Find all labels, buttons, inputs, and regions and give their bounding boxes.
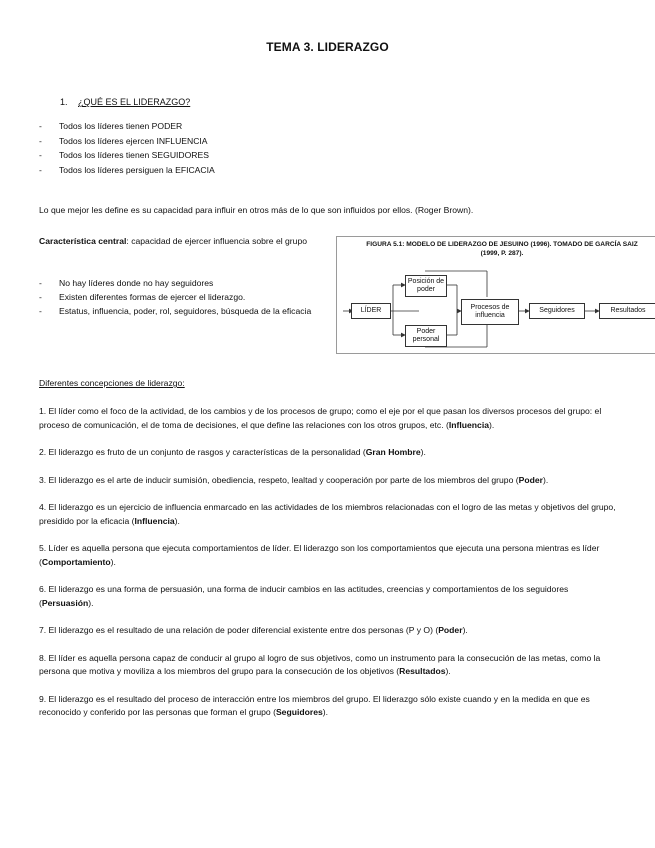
central-points-list [39,276,329,318]
box-lider: LÍDER [351,303,391,319]
box-resultados: Resultados [599,303,655,319]
section-title: ¿QUÉ ES EL LIDERAZGO? [78,97,191,107]
concept-item: 4. El liderazgo es un ejercicio de influencia enmarcado en las actividades de los miembros relacionadas con el logro de las metas y objetivos del grupo, presidido por la eficacia (Influencia). [39,502,616,526]
central-characteristic [39,234,309,248]
leadership-model-figure [336,236,655,354]
central-label: Característica central [39,236,127,246]
central-text: : capacidad de ejercer influencia sobre el grupo [126,236,308,246]
concepts-list [39,405,624,720]
concept-item: 2. El liderazgo es fruto de un conjunto de rasgos y características de la personalidad (Gran Hombre). [39,447,426,457]
list-item: - Todos los líderes tienen SEGUIDORES [39,148,215,163]
figure-connectors [337,237,655,353]
box-poder-personal: Poder personal [405,325,447,347]
box-seguidores: Seguidores [529,303,585,319]
list-item: - Todos los líderes persiguen la EFICACIA [39,163,215,178]
list-item: - Existen diferentes formas de ejercer el liderazgo. [39,290,329,304]
concept-item: 9. El liderazgo es el resultado del proceso de interacción entre los miembros del grupo. El liderazgo sólo existe cuando y en la medida en que es reconocido y conferido por las personas que forman el grupo (Seguidores). [39,693,590,717]
box-procesos-influencia: Procesos de influencia [461,299,519,325]
list-item: - No hay líderes donde no hay seguidores [39,276,329,290]
concept-item: 8. El líder es aquella persona capaz de conducir al grupo al logro de sus objetivos, como un instrumento para la consecución de las metas, como la persona que motiva y moviliza a los miembros del grupo para la consecución de los objetivos (Resultados). [39,652,601,676]
section-number: 1. [60,97,68,107]
concepts-heading: Diferentes concepciones de liderazgo: [39,378,185,388]
figure-caption-line2: (1999, P. 287). [480,250,524,257]
list-item: - Estatus, influencia, poder, rol, seguidores, búsqueda de la eficacia [39,304,329,318]
concept-item: 7. El liderazgo es el resultado de una relación de poder diferencial existente entre dos personas (P y O) (Poder). [39,625,468,635]
concept-item: 6. El liderazgo es una forma de persuasión, una forma de inducir cambios en las actitudes, creencias y comportamientos de los seguidores (Persuasión). [39,584,569,608]
concept-item: 1. El líder como el foco de la actividad, de los cambios y de los procesos de grupo; como el eje por el que pasan los diversos procesos del grupo: el proceso de comunicación, el de toma de decisiones, el que define las relaciones con los otros grupos, etc. (Influencia). [39,406,602,430]
section-heading [60,97,190,107]
leader-traits-list [39,119,215,177]
concept-item: 5. Líder es aquella persona que ejecuta comportamientos de líder. El liderazgo son los comportamientos que ejecuta una persona mientras es líder (Comportamiento). [39,543,600,567]
concept-item: 3. El liderazgo es el arte de inducir sumisión, obediencia, respeto, lealtad y cooperación por parte de los miembros del grupo (Poder). [39,474,549,485]
box-posicion-poder: Posición de poder [405,275,447,297]
figure-caption: FIGURA 5.1: MODELO DE LIDERAZGO DE JESUINO (1996). TOMADO DE GARCÍA SAIZ [366,241,638,248]
definition-paragraph: Lo que mejor les define es su capacidad para influir en otros más de lo que son influidos por ellos. (Roger Brown). [39,205,474,215]
page-title: TEMA 3. LIDERAZGO [266,40,389,54]
list-item: - Todos los líderes tienen PODER [39,119,215,134]
list-item: - Todos los líderes ejercen INFLUENCIA [39,134,215,149]
